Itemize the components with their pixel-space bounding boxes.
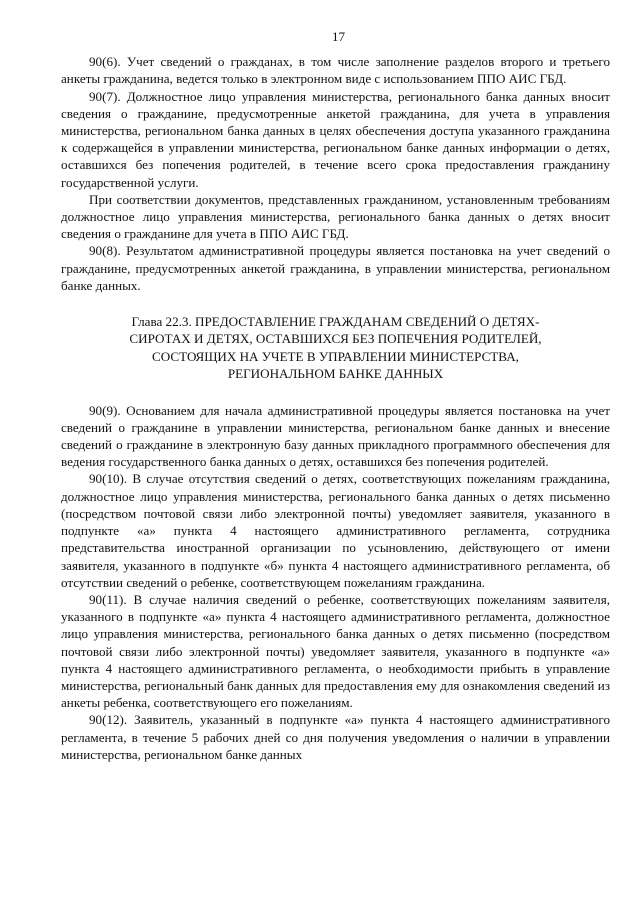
paragraph-90-8: 90(8). Результатом административной процедуры является постановка на учет сведений о гражданине, предусмотренных анкетой гражданина, в управлении министерства, региональном банке данных. [61,243,610,293]
paragraph-90-6: 90(6). Учет сведений о гражданах, в том числе заполнение разделов второго и третьего анкеты гражданина, ведется только в электронном виде с использованием ППО АИС ГБД. [61,54,610,87]
paragraph-90-10: 90(10). В случае отсутствия сведений о детях, соответствующих пожеланиям гражданина, должностное лицо управления министерства, регионального банка данных о детях письменно (посредством почтовой связи либо электронной почты) уведомляет заявителя, указанного в подпункте «а» пункта 4 настоящего административного регламента, сотрудника представительства иностранной организации по усыновлению, действующего от имени заявителя, указанного в подпункте «б» пункта 4 настоящего административного регламента, об отсутствии сведений о ребенке, соответствующем пожеланиям гражданина. [61,471,610,590]
paragraph-90-12: 90(12). Заявитель, указанный в подпункте «а» пункта 4 настоящего административного регламента, в течение 5 рабочих дней со дня получения уведомления о наличии в управлении министерства, региональном банке данных [61,712,610,762]
chapter-heading-line: Глава 22.3. ПРЕДОСТАВЛЕНИЕ ГРАЖДАНАМ СВЕДЕНИЙ О ДЕТЯХ- [131,314,540,330]
paragraph-documents-compliance: При соответствии документов, представленных гражданином, установленным требованиям должностное лицо управления министерства, регионального банка данных о детях вносит сведения о гражданине для учета в ППО АИС ГБД. [61,191,610,242]
page-number: 17 [331,29,346,44]
chapter-heading-line: СИРОТАХ И ДЕТЯХ, ОСТАВШИХСЯ БЕЗ ПОПЕЧЕНИЯ РОДИТЕЛЕЙ, [129,331,542,347]
chapter-heading-line: СОСТОЯЩИХ НА УЧЕТЕ В УПРАВЛЕНИИ МИНИСТЕРСТВА, [152,348,519,364]
paragraph-90-11: 90(11). В случае наличия сведений о ребенке, соответствующих пожеланиям заявителя, указанного в подпункте «а» пункта 4 настоящего административного регламента, должностное лицо управления министерства, регионального банка данных о детях письменно (посредством почтовой связи либо электронной почты) уведомляет заявителя, указанного в подпункте «а» пункта 4 настоящего административного регламента, о необходимости прибыть в управление министерства, региональный банк данных для предоставления ему для ознакомления сведений из анкеты ребенка, соответствующего его пожеланиям. [61,591,610,711]
chapter-heading-line: РЕГИОНАЛЬНОМ БАНКЕ ДАННЫХ [227,366,444,382]
paragraph-90-7: 90(7). Должностное лицо управления министерства, регионального банка данных вносит сведения о гражданине, предусмотренные анкетой гражданина, для учета в управления министерства, региональном банка данных в целях обеспечения доступа указанного гражданина к содержащейся в управлении министерства, региональном банке данных информации о детях, оставшихся без попечения родителей, в течение всего срока предоставления гражданину государственной услуги. [61,88,610,190]
paragraph-90-9: 90(9). Основанием для начала административной процедуры является постановка на учет сведений о гражданине в управлении министерства, региональном банке данных и внесение сведений о гражданине в электронную базу данных прикладного программного обеспечения для ведения государственного банка данных о детях, оставшихся без попечения родителей. [61,402,610,470]
chapter-heading [61,313,610,383]
